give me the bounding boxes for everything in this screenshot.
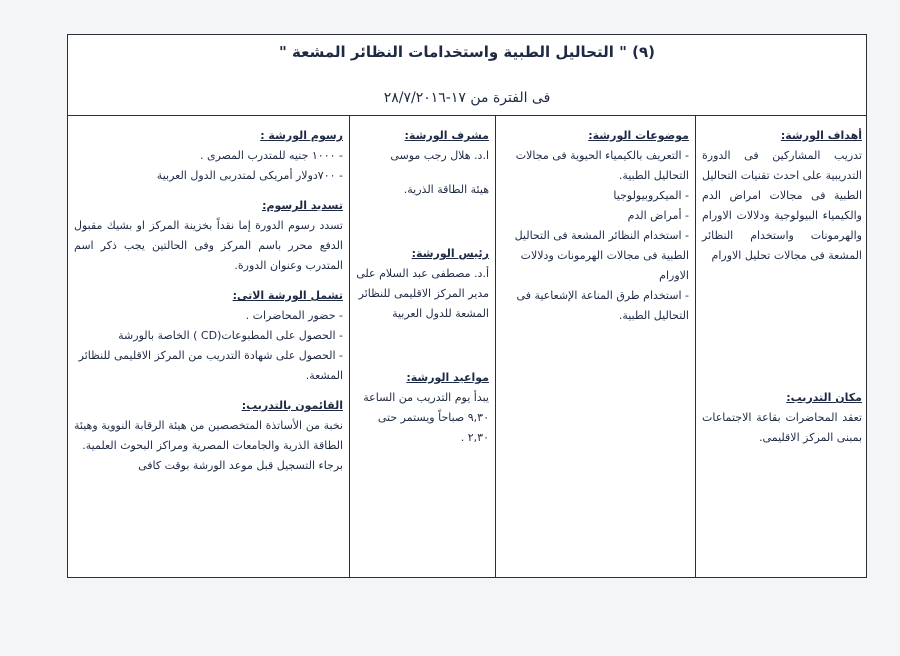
objectives-heading: أهداف الورشة: [780,129,862,142]
chair-name: أ.د. مصطفى عبد السلام على [356,267,489,280]
topics-heading: موضوعات الورشة: [588,129,689,142]
includes-heading: تشمل الورشة الاتى: [232,289,343,302]
document-frame [67,34,867,578]
document-title: (٩) " التحاليل الطبية واستخدامات النظائر المشعة " [279,43,655,61]
fees-heading: رسوم الورشة : [260,129,343,142]
objectives-text: تدريب المشاركين فى الدورة التدريبية على احدث تقنيات التحاليل الطبية فى مجالات امراض الدم والكيمياء البيولوجية ودلالات الاورام والهرمونات واستخدام النظائر المشعة فى مجالات تحليل الاورام [702,149,862,262]
topics-column [495,116,695,577]
fee-item: - ١٠٠٠ جنيه للمتدرب المصرى . [199,149,343,162]
registration-note: برجاء التسجيل قبل موعد الورشة بوقت كافى [138,459,343,472]
payment-text: تسدد رسوم الدورة إما نقداً بخزينة المركز او بشيك مقبول الدفع محرر باسم المركز وفى الحالتين يجب ذكر اسم المتدرب وعنوان الدورة. [74,219,343,272]
topic-item: - الميكروبيولوجيا [613,189,689,202]
supervisor-heading: مشرف الورشة: [404,129,489,142]
supervisor-column [349,116,495,577]
venue-heading: مكان التدريب: [786,391,862,404]
trainers-heading: القائمون بالتدريب: [241,399,343,412]
trainers-text: نخبة من الأساتذة المتخصصين من هيئة الرقابة النووية وهيئة الطاقة الذرية والجامعات المصرية ومراكز البحوث العلمية. [74,419,343,452]
workshop-period: فى الفترة من ١٧-٢٨/٧/٢٠١٦ [383,90,551,106]
topic-item: - أمراض الدم [627,209,689,222]
chair-heading: رئيس الورشة: [411,247,489,260]
dates-text: يبدأ يوم التدريب من الساعة ٩,٣٠ صباحاً ويستمر حتى ٢,٣٠ . [363,391,489,444]
chair-role: مدير المركز الاقليمى للنظائر المشعة للدول العربية [358,287,489,320]
objectives-column [695,116,868,577]
supervisor-name: ا.د. هلال رجب موسى [390,149,489,162]
document-header [68,35,866,116]
fee-item: - ٧٠٠دولار أمريكى لمتدربى الدول العربية [156,169,343,182]
includes-item: - الحصول على المطبوعات(CD ) الخاصة بالورشة [118,329,343,342]
fees-column [68,116,349,577]
includes-item: - حضور المحاضرات . [245,309,343,322]
includes-item: - الحصول على شهادة التدريب من المركز الاقليمى للنظائر المشعة. [78,349,343,382]
payment-heading: تسديد الرسوم: [262,199,343,212]
supervisor-org: هيئة الطاقة الذرية. [403,183,489,196]
topic-item: - استخدام النظائر المشعة فى التحاليل الطبية فى مجالات الهرمونات ودلالات الاورام [514,229,689,282]
topic-item: - التعريف بالكيمياء الحيوية فى مجالات التحاليل الطبية. [515,149,689,182]
venue-text: تعقد المحاضرات بقاعة الاجتماعات بمبنى المركز الاقليمى. [702,411,862,444]
topic-item: - استخدام طرق المناعة الإشعاعية فى التحاليل الطبية. [516,289,689,322]
dates-heading: مواعيد الورشة: [406,371,489,384]
